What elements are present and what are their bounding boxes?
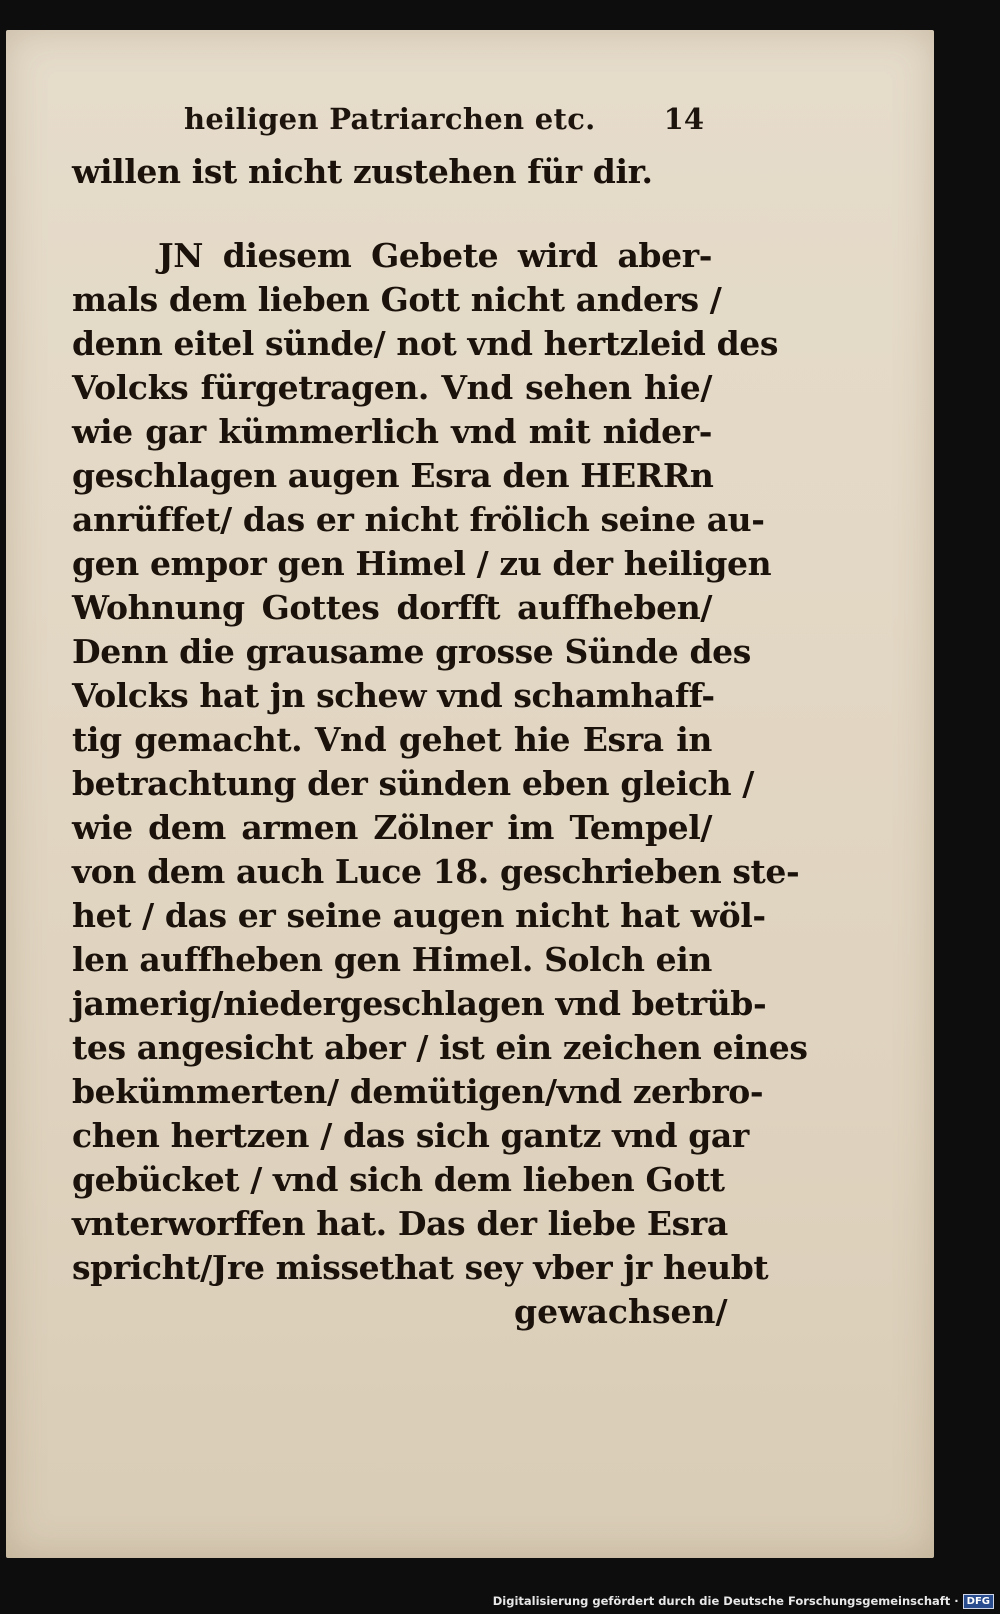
catchword: gewachsen/ <box>514 1292 728 1331</box>
text-line: wie gar kümmerlich vnd mit nider- <box>72 412 712 451</box>
text-line: chen hertzen / das sich gantz vnd gar <box>72 1116 749 1155</box>
digitization-footer <box>493 1590 994 1612</box>
text-line: bekümmerten/ demütigen/vnd zerbro- <box>72 1072 764 1111</box>
footer-separator: · <box>954 1594 959 1608</box>
book-page <box>6 30 934 1558</box>
text-line: het / das er seine augen nicht hat wöl- <box>72 896 766 935</box>
text-line: vnterworffen hat. Das der liebe Esra <box>72 1204 728 1243</box>
text-line: anrüffet/ das er nicht frölich seine au- <box>72 500 765 539</box>
text-line: geschlagen augen Esra den HERRn <box>72 456 714 495</box>
text-line: Volcks fürgetragen. Vnd sehen hie/ <box>72 368 712 407</box>
text-line: betrachtung der sünden eben gleich / <box>72 764 754 803</box>
text-line: gebücket / vnd sich dem lieben Gott <box>72 1160 725 1199</box>
footer-credit: Digitalisierung gefördert durch die Deutsche Forschungsgemeinschaft <box>492 1594 951 1608</box>
text-line: tes angesicht aber / ist ein zeichen eines <box>72 1028 808 1067</box>
text-line: len auffheben gen Himel. Solch ein <box>72 940 712 979</box>
running-head: heiligen Patriarchen etc. <box>184 102 596 136</box>
page-header <box>184 102 704 142</box>
text-line: denn eitel sünde/ not vnd hertzleid des <box>72 324 779 363</box>
page-number: 14 <box>663 102 704 136</box>
text-line: von dem auch Luce 18. geschrieben ste- <box>72 852 800 891</box>
text-line: JN diesem Gebete wird aber- <box>158 236 712 275</box>
text-line: willen ist nicht zustehen für dir. <box>72 152 653 191</box>
text-line: gen empor gen Himel / zu der heiligen <box>72 544 772 583</box>
body-text <box>72 150 808 1290</box>
text-line: Denn die grausame grosse Sünde des <box>72 632 751 671</box>
dfg-logo-icon: DFG <box>963 1594 994 1609</box>
text-line: jamerig/niedergeschlagen vnd betrüb- <box>72 984 767 1023</box>
text-line: Wohnung Gottes dorfft auffheben/ <box>72 588 712 627</box>
text-line: wie dem armen Zölner im Tempel/ <box>72 808 712 847</box>
text-line: mals dem lieben Gott nicht anders / <box>72 280 722 319</box>
text-line: tig gemacht. Vnd gehet hie Esra in <box>72 720 712 759</box>
text-line: spricht/Jre missethat sey vber jr heubt <box>72 1248 769 1287</box>
text-line: Volcks hat jn schew vnd schamhaff- <box>72 676 715 715</box>
